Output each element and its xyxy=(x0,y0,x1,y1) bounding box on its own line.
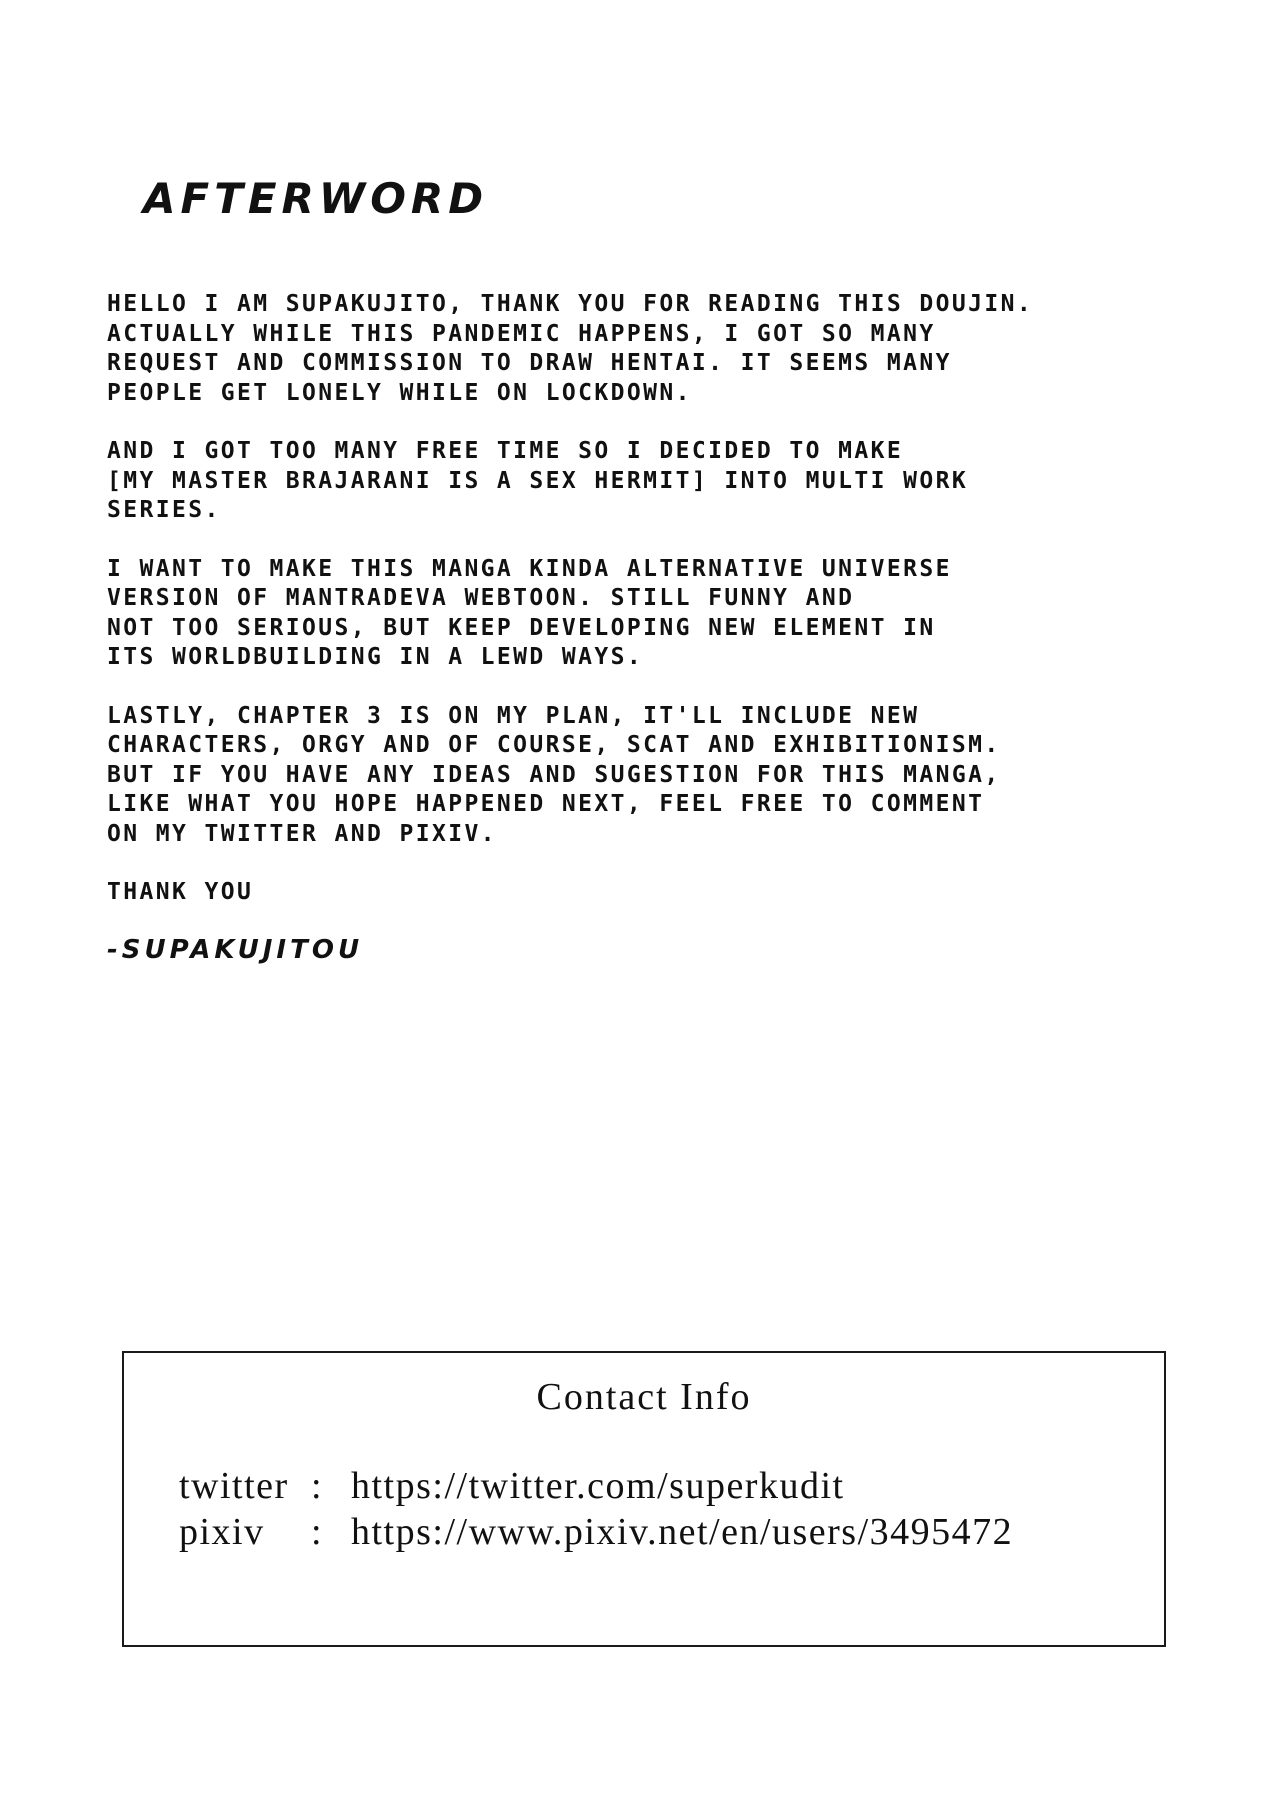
text-line: I WANT TO MAKE THIS MANGA KINDA ALTERNATIVE UNIVERSE xyxy=(107,555,952,582)
text-line: [MY MASTER BRAJARANI IS A SEX HERMIT] INTO MULTI WORK xyxy=(107,467,969,494)
paragraph-4 xyxy=(107,702,1207,850)
paragraph-3 xyxy=(107,555,1207,673)
text-line: ON MY TWITTER AND PIXIV. xyxy=(107,820,497,847)
twitter-url: https://twitter.com/superkudit xyxy=(351,1465,845,1507)
contact-colon: : xyxy=(311,1511,324,1553)
contact-info-box xyxy=(122,1351,1166,1647)
text-line: ACTUALLY WHILE THIS PANDEMIC HAPPENS, I GOT SO MANY xyxy=(107,320,936,347)
text-line: LASTLY, CHAPTER 3 IS ON MY PLAN, IT'LL INCLUDE NEW xyxy=(107,702,920,729)
text-line: NOT TOO SERIOUS, BUT KEEP DEVELOPING NEW ELEMENT IN xyxy=(107,614,936,641)
paragraph-1 xyxy=(107,290,1207,408)
contact-colon: : xyxy=(311,1465,324,1507)
text-line: VERSION OF MANTRADEVA WEBTOON. STILL FUNNY AND xyxy=(107,585,855,611)
afterword-title: AFTERWORD xyxy=(143,174,489,223)
text-line: HELLO I AM SUPAKUJITO, THANK YOU FOR READING THIS DOUJIN. xyxy=(107,291,1034,317)
text-line: REQUEST AND COMMISSION TO DRAW HENTAI. IT SEEMS MANY xyxy=(107,350,952,376)
author-signature: -SUPAKUJITOU xyxy=(107,935,364,965)
text-line: PEOPLE GET LONELY WHILE ON LOCKDOWN. xyxy=(107,379,692,406)
text-line: CHARACTERS, ORGY AND OF COURSE, SCAT AND EXHIBITIONISM. xyxy=(107,732,1001,758)
paragraph-2 xyxy=(107,437,1207,526)
pixiv-url: https://www.pixiv.net/en/users/3495472 xyxy=(351,1511,1014,1553)
contact-row-twitter xyxy=(179,1464,845,1508)
text-line: ITS WORLDBUILDING IN A LEWD WAYS. xyxy=(107,644,644,670)
closing-text: THANK YOU xyxy=(107,879,254,905)
contact-label: twitter xyxy=(179,1465,289,1507)
text-line: AND I GOT TOO MANY FREE TIME SO I DECIDED TO MAKE xyxy=(107,438,904,464)
text-line: BUT IF YOU HAVE ANY IDEAS AND SUGESTION FOR THIS MANGA, xyxy=(107,761,1001,788)
contact-row-pixiv xyxy=(179,1510,1013,1554)
text-line: SERIES. xyxy=(107,497,221,523)
afterword-body xyxy=(107,290,1207,932)
contact-label: pixiv xyxy=(179,1511,265,1553)
text-line: LIKE WHAT YOU HOPE HAPPENED NEXT, FEEL FREE TO COMMENT xyxy=(107,791,985,817)
contact-title: Contact Info xyxy=(536,1376,752,1418)
